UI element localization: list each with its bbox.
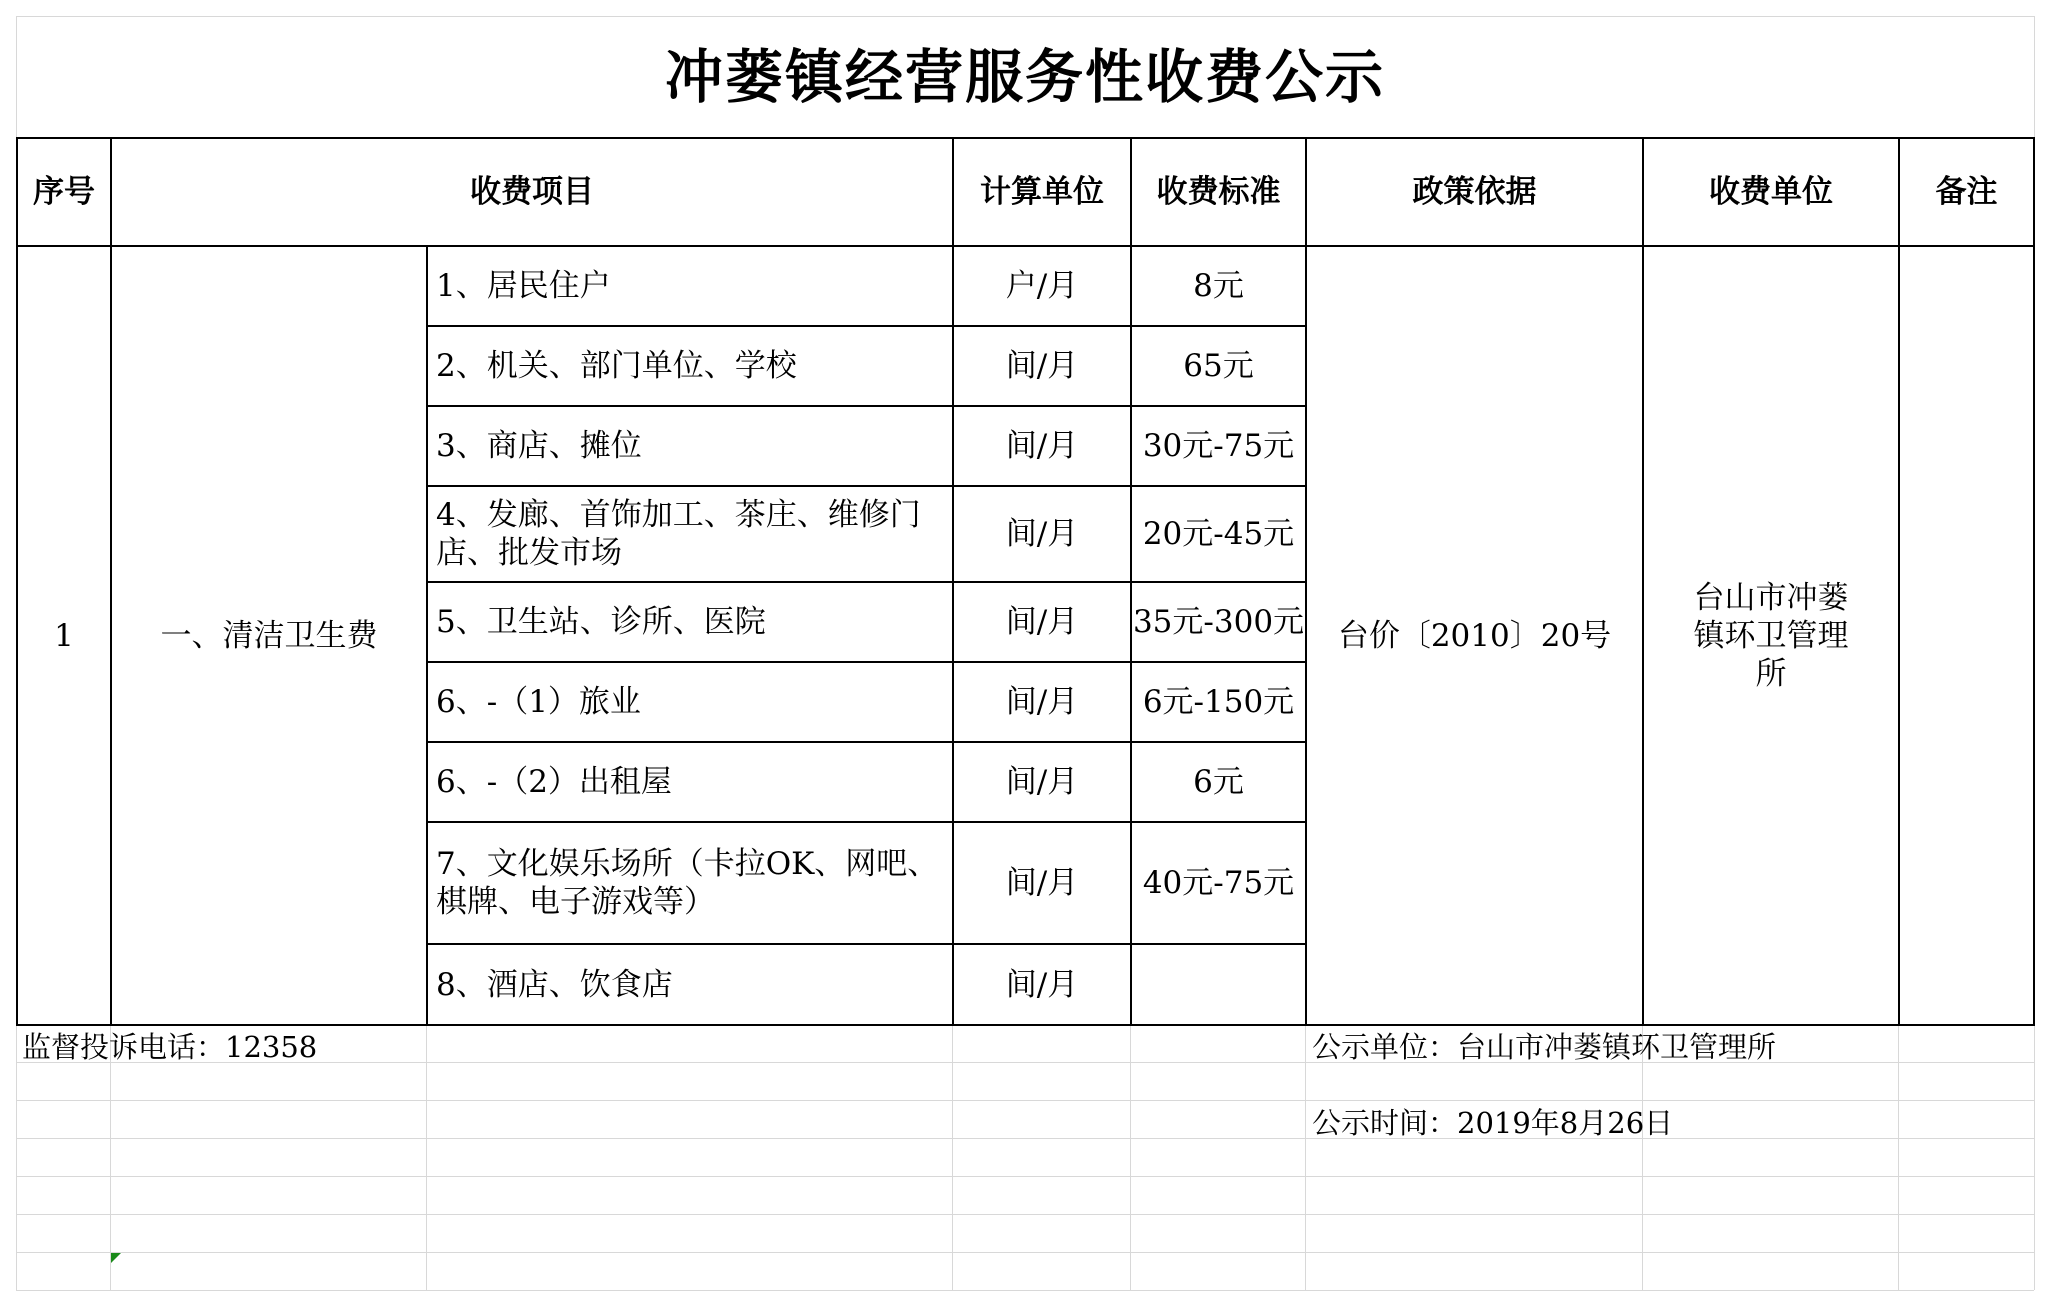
cell-comment-marker xyxy=(111,1253,121,1263)
fee-standard: 6元 xyxy=(1193,764,1244,800)
fee-unit: 间/月 xyxy=(1005,764,1079,800)
gridline xyxy=(16,1214,2034,1215)
fee-standard: 8元 xyxy=(1193,268,1244,304)
fee-item: 6、-（1）旅业 xyxy=(436,684,641,720)
gridline xyxy=(1898,1026,1899,1290)
page-title: 冲蒌镇经营服务性收费公示 xyxy=(664,43,1385,111)
header-remark: 备注 xyxy=(1935,174,1998,210)
fee-unit: 间/月 xyxy=(1005,966,1079,1003)
publish-date: 公示时间：2019年8月26日 xyxy=(1312,1106,1674,1140)
group-seq: 1 xyxy=(54,617,74,654)
fee-unit: 间/月 xyxy=(1005,865,1079,901)
collecting-unit: 台山市冲蒌镇环卫管理所 xyxy=(1693,579,1849,692)
fee-item: 5、卫生站、诊所、医院 xyxy=(436,604,766,640)
gridline xyxy=(16,1176,2034,1177)
header-item: 收费项目 xyxy=(470,174,594,210)
gridline xyxy=(16,1138,2034,1139)
fee-unit: 间/月 xyxy=(1005,428,1079,464)
gridline xyxy=(16,1026,17,1290)
header-policy: 政策依据 xyxy=(1412,174,1537,210)
group-category: 一、清洁卫生费 xyxy=(160,617,378,654)
gridline xyxy=(1642,1026,1643,1290)
complaint-hotline: 监督投诉电话：12358 xyxy=(22,1030,318,1064)
fee-item: 6、-（2）出租屋 xyxy=(436,764,672,800)
fee-standard: 35元-300元 xyxy=(1132,604,1305,640)
fee-standard: 30元-75元 xyxy=(1142,428,1295,464)
fee-standard: 40元-75元 xyxy=(1142,865,1295,901)
gridline xyxy=(1305,1026,1306,1290)
fee-item: 2、机关、部门单位、学校 xyxy=(436,348,797,384)
gridline xyxy=(16,1290,2034,1291)
table-border xyxy=(16,1024,2035,1026)
fee-unit: 户/月 xyxy=(1005,268,1079,304)
header-unit: 计算单位 xyxy=(980,174,1104,210)
table-border xyxy=(2033,137,2035,1026)
fee-item: 1、居民住户 xyxy=(436,268,611,304)
fee-unit: 间/月 xyxy=(1005,604,1079,640)
gridline xyxy=(1130,1026,1131,1290)
fee-unit: 间/月 xyxy=(1005,684,1079,720)
fee-standard: 65元 xyxy=(1183,348,1254,384)
fee-item: 3、商店、摊位 xyxy=(436,428,642,464)
fee-item: 7、文化娱乐场所（卡拉OK、网吧、棋牌、电子游戏等） xyxy=(436,846,939,920)
header-collector: 收费单位 xyxy=(1709,174,1833,210)
fee-unit: 间/月 xyxy=(1005,516,1079,552)
gridline xyxy=(16,1100,2034,1101)
fee-unit: 间/月 xyxy=(1005,348,1079,384)
group-remark xyxy=(1900,247,2033,1024)
publishing-unit: 公示单位：台山市冲蒌镇环卫管理所 xyxy=(1312,1030,1777,1064)
fee-standard: 6元-150元 xyxy=(1142,684,1295,720)
fee-standard xyxy=(1132,945,1305,1024)
gridline xyxy=(952,1026,953,1290)
header-standard: 收费标准 xyxy=(1156,174,1281,210)
policy-basis: 台价〔2010〕20号 xyxy=(1337,617,1612,654)
fee-standard: 20元-45元 xyxy=(1142,516,1295,552)
gridline xyxy=(16,1252,2034,1253)
gridline xyxy=(426,1026,427,1290)
gridline xyxy=(110,1026,111,1290)
fee-item: 8、酒店、饮食店 xyxy=(436,966,673,1003)
fee-item: 4、发廊、首饰加工、茶庄、维修门店、批发市场 xyxy=(436,497,921,571)
header-seq: 序号 xyxy=(33,174,95,210)
